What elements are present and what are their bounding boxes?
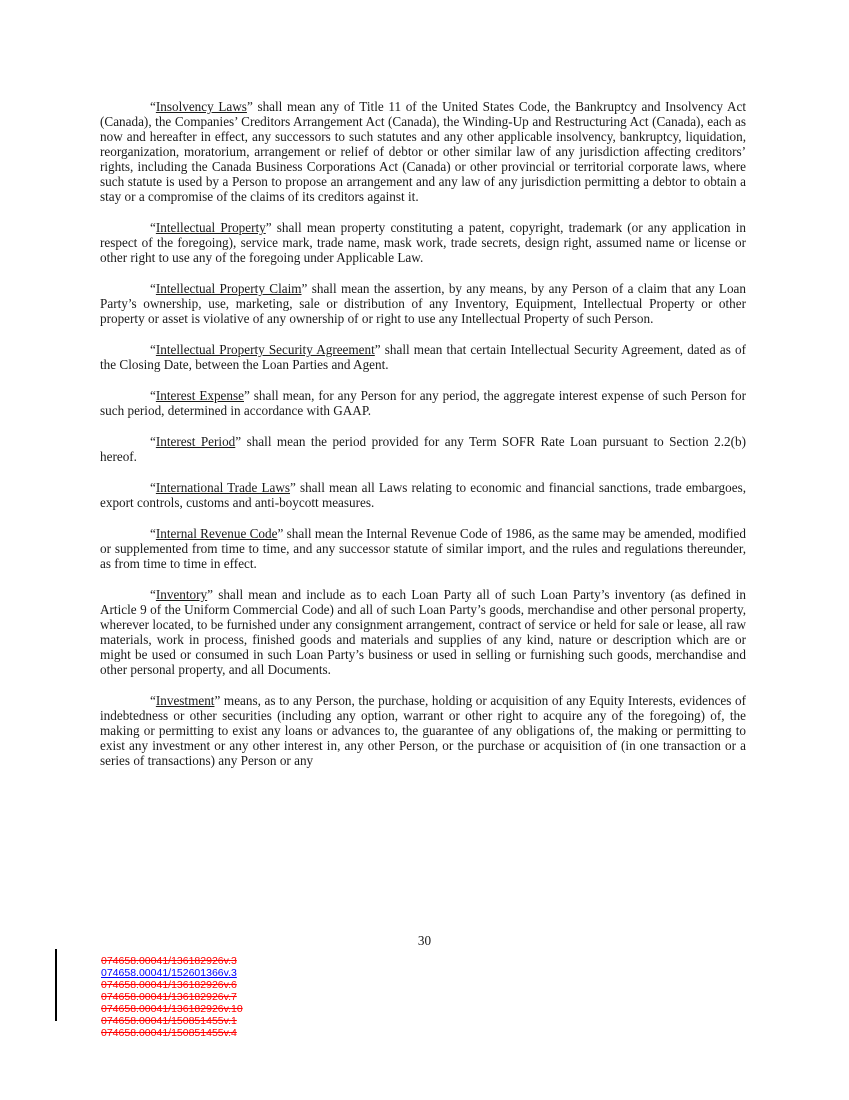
defined-term: Insolvency Laws — [155, 99, 247, 114]
defined-term: Interest Expense — [155, 388, 244, 403]
definition-intellectual-property-claim: “Intellectual Property Claim” shall mean the assertion, by any means, by any Person of a claim that any Loan Party’s ownership, use, marketing, sale or distribution of any Inventory, Equipment, Intellectual Property or other property or asset is violative of any ownership of or right to use any Intellectual Property of such Person. — [100, 281, 746, 326]
definitions-section — [100, 99, 746, 784]
defined-term: Investment — [155, 693, 215, 708]
definition-text: shall mean the Internal Revenue Code of 1986, as the same may be amended, modified or supplemented from time to time, and any successor statute of similar import, and the rules and regulations thereunder, as from time to time in effect. — [100, 526, 747, 571]
definition-text: shall mean that certain Intellectual Security Agreement, dated as of the Closing Date, between the Loan Parties and Agent. — [100, 342, 746, 372]
defined-term: Intellectual Property Security Agreement — [155, 342, 375, 357]
definition-ip-security-agreement: “Intellectual Property Security Agreement” shall mean that certain Intellectual Security Agreement, dated as of the Closing Date, between the Loan Parties and Agent. — [100, 342, 746, 372]
document-id-list — [101, 955, 243, 1039]
defined-term: Inventory — [155, 587, 208, 602]
definition-text: means, as to any Person, the purchase, holding or acquisition of any Equity Interests, evidences of indebtedness or other securities (including any option, warrant or other right to acquire any of the foregoing) of, the making or permitting to exist any loans or advances to, the guarantee of any obligations of, the making or permitting to exist any investment or any other interest in, any other Person, or the purchase or acquisition of (in one transaction or a series of transactions) any Person or any — [100, 693, 746, 768]
defined-term: Internal Revenue Code — [155, 526, 278, 541]
defined-term: Interest Period — [155, 434, 236, 449]
definition-intellectual-property: “Intellectual Property” shall mean property constituting a patent, copyright, trademark (or any application in respect of the foregoing), service mark, trade name, mask work, trade secrets, design right, assumed name or license or other right to use any of the foregoing under Applicable Law. — [100, 220, 746, 265]
document-id: 074658.00041/136182926v.10 — [101, 1003, 243, 1015]
definition-text: shall mean the period provided for any Term SOFR Rate Loan pursuant to Section 2.2(b) hereof. — [100, 434, 746, 464]
definition-inventory: “Inventory” shall mean and include as to each Loan Party all of such Loan Party’s inventory (as defined in Article 9 of the Uniform Commercial Code) and all of such Loan Party’s goods, merchandise and other personal property, wherever located, to be furnished under any consignment arrangement, contract of service or held for sale or lease, all raw materials, work in process, finished goods and materials and supplies of any kind, nature or description which are or might be used or consumed in such Loan Party’s business or used in selling or furnishing such goods, merchandise and other personal property, and all Documents. — [100, 587, 746, 677]
document-id: 074658.00041/150851455v.1 — [101, 1015, 237, 1027]
document-id: 074658.00041/150851455v.4 — [101, 1027, 237, 1039]
definition-interest-period: “Interest Period” shall mean the period provided for any Term SOFR Rate Loan pursuant to Section 2.2(b) hereof. — [100, 434, 746, 464]
definition-international-trade-laws: “International Trade Laws” shall mean all Laws relating to economic and financial sanctions, trade embargoes, export controls, customs and anti-boycott measures. — [100, 480, 746, 510]
document-id: 074658.00041/136182926v.7 — [101, 991, 237, 1003]
definition-interest-expense: “Interest Expense” shall mean, for any Person for any period, the aggregate interest expense of such Person for such period, determined in accordance with GAAP. — [100, 388, 746, 418]
definition-text: shall mean the assertion, by any means, by any Person of a claim that any Loan Party’s ownership, use, marketing, sale or distribution of any Inventory, Equipment, Intellectual Property or other property or asset is violative of any ownership of or right to use any Intellectual Property of such Person. — [100, 281, 746, 326]
defined-term: Intellectual Property Claim — [155, 281, 302, 296]
document-id: 074658.00041/136182926v.3 — [101, 955, 237, 967]
definition-text: shall mean and include as to each Loan Party all of such Loan Party’s inventory (as defined in Article 9 of the Uniform Commercial Code) and all of such Loan Party’s goods, merchandise and other personal property, wherever located, to be furnished under any consignment arrangement, contract of service or held for sale or lease, all raw materials, work in process, finished goods and materials and supplies of any kind, nature or description which are or might be used or consumed in such Loan Party’s business or used in selling or furnishing such goods, merchandise and other personal property, and all Documents. — [100, 587, 746, 677]
definition-investment: “Investment” means, as to any Person, the purchase, holding or acquisition of any Equity Interests, evidences of indebtedness or other securities (including any option, warrant or other right to acquire any of the foregoing) of, the making or permitting to exist any loans or advances to, the guarantee of any obligations of, the making or permitting to exist any investment or any other interest in, any other Person, or the purchase or acquisition of (in one transaction or a series of transactions) any Person or any — [100, 693, 746, 768]
change-bar — [55, 949, 57, 1021]
definition-insolvency-laws: “Insolvency Laws” shall mean any of Title 11 of the United States Code, the Bankruptcy and Insolvency Act (Canada), the Companies’ Creditors Arrangement Act (Canada), the Winding-Up and Restructuring Act (Canada), each as now and hereafter in effect, any successors to such statutes and any other applicable insolvency, bankruptcy, liquidation, reorganization, moratorium, arrangement or relief of debtor or other similar law of any jurisdiction affecting creditors’ rights, including the Canada Business Corporations Act (Canada) or other provincial or territorial corporate laws, where such statute is used by a Person to propose an arrangement and any law of any jurisdiction permitting a debtor to obtain a stay or a compromise of the claims of its creditors against it. — [100, 99, 746, 204]
definition-text: shall mean property constituting a patent, copyright, trademark (or any application in respect of the foregoing), service mark, trade name, mask work, trade secrets, design right, assumed name or license or other right to use any of the foregoing under Applicable Law. — [100, 220, 746, 265]
defined-term: International Trade Laws — [155, 480, 291, 495]
definition-text: shall mean all Laws relating to economic and financial sanctions, trade embargoes, export controls, customs and anti-boycott measures. — [100, 480, 746, 510]
definition-text: shall mean, for any Person for any period, the aggregate interest expense of such Person for such period, determined in accordance with GAAP. — [100, 388, 746, 418]
defined-term: Intellectual Property — [155, 220, 266, 235]
document-id: 074658.00041/136182926v.6 — [101, 979, 237, 991]
page-number: 30 — [417, 933, 432, 948]
definition-internal-revenue-code: “Internal Revenue Code” shall mean the Internal Revenue Code of 1986, as the same may be amended, modified or supplemented from time to time, and any successor statute of similar import, and the rules and regulations thereunder, as from time to time in effect. — [100, 526, 747, 571]
definition-text: shall mean any of Title 11 of the United States Code, the Bankruptcy and Insolvency Act (Canada), the Companies’ Creditors Arrangement Act (Canada), the Winding-Up and Restructuring Act (Canada), each as now and hereafter in effect, any successors to such statutes and any other applicable insolvency, bankruptcy, liquidation, reorganization, moratorium, arrangement or relief of debtor or other similar law of any jurisdiction affecting creditors’ rights, including the Canada Business Corporations Act (Canada) or other provincial or territorial corporate laws, where such statute is used by a Person to propose an arrangement and any law of any jurisdiction permitting a debtor to obtain a stay or a compromise of the claims of its creditors against it. — [100, 99, 746, 204]
document-id: 074658.00041/152601366v.3 — [101, 967, 237, 979]
